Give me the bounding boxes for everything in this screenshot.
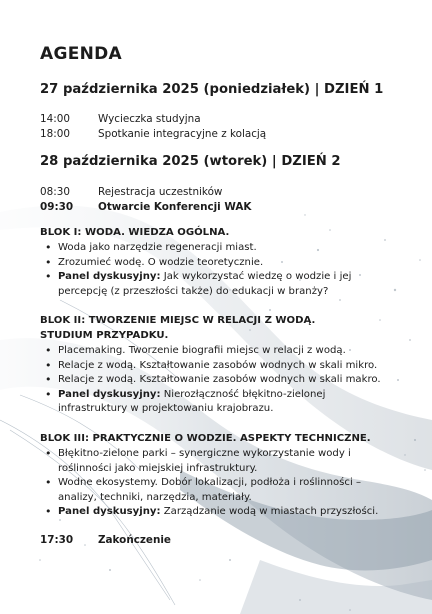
block-2-title: BLOK II: TWORZENIE MIEJSC W RELACJI Z WODĄ. STUDIUM PRZYPADKU. <box>40 315 316 341</box>
panel-label: Panel dyskusyjny: <box>58 506 161 518</box>
closing-row <box>40 533 171 547</box>
list-item: • Wodne ekosystemy. Dobór lokalizacji, podłoża i roślinności – analizy, techniki, narzędzia, materiały. <box>40 476 385 505</box>
panel-text: Nierozłączność błękitno-zielonej infrastruktury w projektowaniu krajobrazu. <box>58 388 326 415</box>
block-2-list <box>40 344 385 417</box>
panel-text: Zarządzanie wodą w miastach przyszłości. <box>163 506 379 518</box>
list-item: • Relacje z wodą. Kształtowanie zasobów wodnych w skali makro. <box>40 373 385 388</box>
schedule-text: Wycieczka studyjna <box>98 113 201 125</box>
day2-heading: 28 października 2025 (wtorek) | DZIEŃ 2 <box>40 154 341 169</box>
panel-item <box>40 388 385 417</box>
panel-text: Jak wykorzystać wiedzę o wodzie i jej percepcję (z przeszłości także) do edukacji w branży? <box>58 271 352 297</box>
schedule-text: Spotkanie integracyjne z kolacją <box>98 128 267 140</box>
schedule-time: 18:00 <box>40 128 70 140</box>
schedule-text: Rejestracja uczestników <box>98 186 223 198</box>
list-item: • Relacje z wodą. Kształtowanie zasobów wodnych w skali mikro. <box>40 359 385 374</box>
schedule-row <box>40 200 251 214</box>
page-title: AGENDA <box>40 44 123 64</box>
schedule-row <box>40 112 201 126</box>
block-1-title: BLOK I: WODA. WIEDZA OGÓLNA. <box>40 227 230 238</box>
schedule-text: Otwarcie Konferencji WAK <box>98 201 252 213</box>
day1-heading: 27 października 2025 (poniedziałek) | DZIEŃ 1 <box>40 82 384 97</box>
schedule-row <box>40 185 222 199</box>
schedule-row <box>40 127 266 141</box>
list-item: • Woda jako narzędzie regeneracji miast. <box>40 241 385 256</box>
panel-item <box>40 505 385 520</box>
schedule-time: 08:30 <box>40 186 70 198</box>
schedule-time: 14:00 <box>40 113 70 125</box>
schedule-time: 09:30 <box>40 201 74 213</box>
block-1-list <box>40 241 385 299</box>
panel-item <box>40 270 385 299</box>
list-item: • Błękitno-zielone parki – synergiczne wykorzystanie wody i roślinności jako miejskiej infrastruktury. <box>40 447 385 476</box>
panel-label: Panel dyskusyjny: <box>58 388 161 400</box>
block-3-list <box>40 447 385 520</box>
schedule-time: 17:30 <box>40 534 74 546</box>
schedule-text: Zakończenie <box>98 534 171 546</box>
list-item: • Placemaking. Tworzenie biografii miejsc w relacji z wodą. <box>40 344 385 359</box>
block-3-title: BLOK III: PRAKTYCZNIE O WODZIE. ASPEKTY TECHNICZNE. <box>40 433 371 444</box>
panel-label: Panel dyskusyjny: <box>58 271 161 283</box>
list-item: • Zrozumieć wodę. O wodzie teoretycznie. <box>40 256 385 271</box>
